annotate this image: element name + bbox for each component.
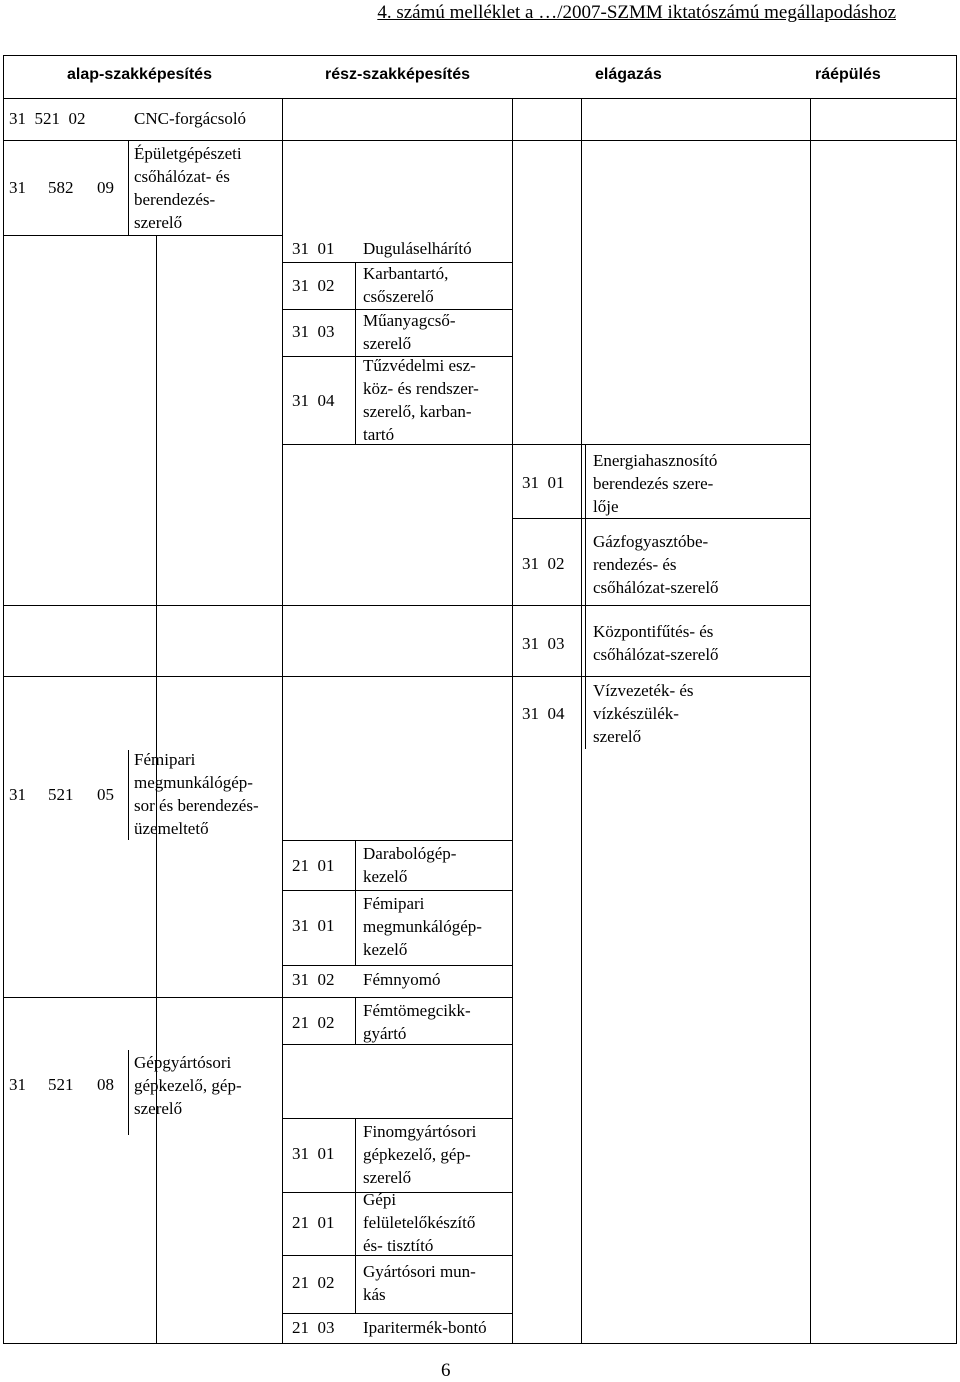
grid-line xyxy=(3,140,957,141)
alap-code-part: 31 xyxy=(9,178,26,197)
resz-name-line: és- tisztító xyxy=(363,1236,434,1255)
resz-name-line: Finomgyártósori xyxy=(363,1122,477,1141)
alap-name-line: megmunkálógép- xyxy=(134,773,253,792)
grid-line xyxy=(355,262,356,444)
elagazas-name-line: Központifűtés- és xyxy=(593,622,714,641)
resz-name-line: köz- és rendszer- xyxy=(363,379,479,398)
resz-name-line: kezelő xyxy=(363,940,408,959)
alap-name-line: üzemeltető xyxy=(134,819,209,838)
resz-name-line: gyártó xyxy=(363,1024,407,1043)
alap-name-line: gépkezelő, gép- xyxy=(134,1076,242,1095)
resz-name-line: Fémtömegcikk- xyxy=(363,1001,471,1020)
grid-line xyxy=(512,98,513,1344)
resz-name-line: Műanyagcső- xyxy=(363,311,456,330)
elagazas-name-line: rendezés- és xyxy=(593,555,677,574)
grid-line xyxy=(282,444,811,445)
resz-code: 31 01 xyxy=(292,916,335,935)
resz-code: 31 03 xyxy=(292,322,335,341)
resz-code: 21 01 xyxy=(292,1213,335,1232)
grid-line xyxy=(810,98,811,1344)
resz-name: Fémnyomó xyxy=(363,970,441,989)
resz-name-line: gépkezelő, gép- xyxy=(363,1145,471,1164)
grid-line xyxy=(585,444,586,749)
alap-name-line: Gépgyártósori xyxy=(134,1053,232,1072)
grid-line xyxy=(282,965,513,966)
resz-code: 21 01 xyxy=(292,856,335,875)
grid-line xyxy=(128,140,129,235)
resz-name-line: csőszerelő xyxy=(363,287,434,306)
document-header: 4. számú melléklet a …/2007-SZMM iktatószámú megállapodáshoz xyxy=(377,2,896,23)
grid-line xyxy=(282,840,513,841)
column-header-resz: rész-szakképesítés xyxy=(325,66,470,83)
classification-table xyxy=(3,55,957,1344)
resz-code: 21 02 xyxy=(292,1013,335,1032)
elagazas-code: 31 01 xyxy=(522,473,565,492)
alap-code-part: 31 xyxy=(9,1075,26,1094)
alap-name-line: csőhálózat- és xyxy=(134,167,230,186)
resz-code: 31 01 xyxy=(292,1144,335,1163)
alap-name-line: Épületgépészeti xyxy=(134,144,242,163)
column-header-alap: alap-szakképesítés xyxy=(67,66,212,83)
resz-name-line: Karbantartó, xyxy=(363,264,449,283)
alap-name-line: berendezés- xyxy=(134,190,216,209)
header-divider xyxy=(3,98,957,99)
grid-line xyxy=(282,1192,513,1193)
resz-code: 31 04 xyxy=(292,391,335,410)
resz-name-line: kezelő xyxy=(363,867,408,886)
elagazas-name-line: berendezés szere- xyxy=(593,474,714,493)
elagazas-code: 31 02 xyxy=(522,554,565,573)
grid-line xyxy=(512,518,811,519)
alap-name-line: szerelő xyxy=(134,1099,183,1118)
alap-code-part: 08 xyxy=(97,1075,114,1094)
resz-code: 21 02 xyxy=(292,1273,335,1292)
grid-line xyxy=(282,1118,513,1119)
elagazas-code: 31 04 xyxy=(522,704,565,723)
elagazas-name-line: csőhálózat-szerelő xyxy=(593,645,719,664)
resz-name-line: Darabológép- xyxy=(363,844,457,863)
column-header-raepules: ráépülés xyxy=(815,66,881,83)
column-header-elagazas: elágazás xyxy=(595,66,662,83)
alap-code-cnc: 31 521 02 xyxy=(9,109,86,128)
grid-line xyxy=(3,676,811,677)
grid-line xyxy=(128,1050,129,1135)
alap-code-part: 521 xyxy=(48,1075,74,1094)
resz-name-line: szerelő, karban- xyxy=(363,402,472,421)
alap-name-cnc: CNC-forgácsoló xyxy=(134,109,247,128)
resz-name: Duguláselhárító xyxy=(363,239,472,258)
alap-name-line: sor és berendezés- xyxy=(134,796,259,815)
resz-name-line: Gépi xyxy=(363,1190,397,1209)
resz-code: 31 01 xyxy=(292,239,335,258)
resz-name: Iparitermék-bontó xyxy=(363,1318,487,1337)
elagazas-name-line: vízkészülék- xyxy=(593,704,679,723)
alap-code-part: 521 xyxy=(48,785,74,804)
alap-name-line: szerelő xyxy=(134,213,183,232)
grid-line xyxy=(3,235,283,236)
resz-name-line: Fémipari xyxy=(363,894,425,913)
alap-code-part: 09 xyxy=(97,178,114,197)
elagazas-name-line: Vízvezeték- és xyxy=(593,681,694,700)
resz-name-line: megmunkálógép- xyxy=(363,917,482,936)
resz-code: 31 02 xyxy=(292,970,335,989)
resz-code: 21 03 xyxy=(292,1318,335,1337)
elagazas-name-line: Energiahasznosító xyxy=(593,451,718,470)
grid-line xyxy=(282,890,513,891)
resz-name-line: szerelő xyxy=(363,334,412,353)
grid-line xyxy=(355,1118,356,1313)
elagazas-code: 31 03 xyxy=(522,634,565,653)
grid-line xyxy=(3,997,513,998)
grid-line xyxy=(3,605,811,606)
elagazas-name-line: lője xyxy=(593,497,619,516)
resz-code: 31 02 xyxy=(292,276,335,295)
grid-line xyxy=(282,98,283,1344)
resz-name-line: Gyártósori mun- xyxy=(363,1262,476,1281)
page-number: 6 xyxy=(441,1360,451,1381)
resz-name-line: kás xyxy=(363,1285,386,1304)
grid-line xyxy=(128,750,129,840)
resz-name-line: tartó xyxy=(363,425,395,444)
grid-line xyxy=(355,997,356,1044)
alap-name-line: Fémipari xyxy=(134,750,196,769)
elagazas-name-line: Gázfogyasztóbe- xyxy=(593,532,709,551)
grid-line xyxy=(355,840,356,965)
grid-line xyxy=(581,98,582,1344)
grid-line xyxy=(282,1313,513,1314)
resz-name-line: szerelő xyxy=(363,1168,412,1187)
alap-code-part: 582 xyxy=(48,178,74,197)
alap-code-part: 05 xyxy=(97,785,114,804)
elagazas-name-line: szerelő xyxy=(593,727,642,746)
resz-name-line: Tűzvédelmi esz- xyxy=(363,356,476,375)
alap-code-part: 31 xyxy=(9,785,26,804)
elagazas-name-line: csőhálózat-szerelő xyxy=(593,578,719,597)
resz-name-line: felületelőkészítő xyxy=(363,1213,476,1232)
